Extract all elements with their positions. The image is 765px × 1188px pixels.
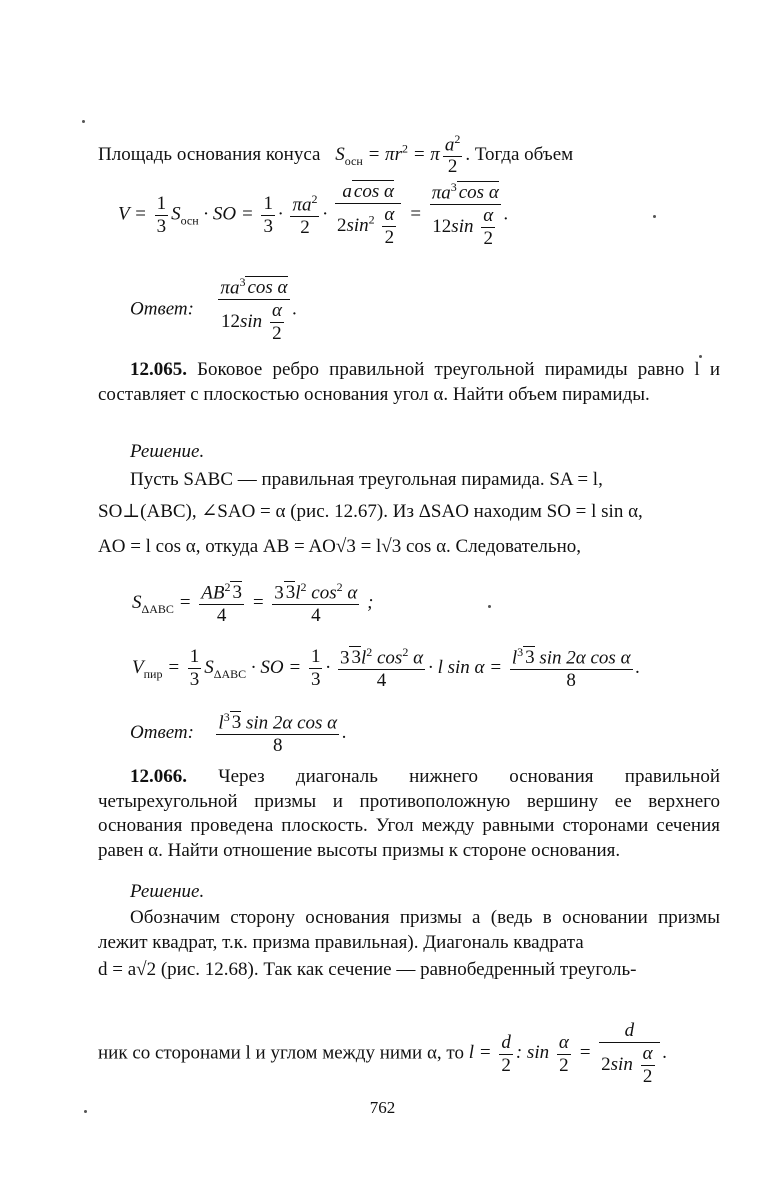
scan-speck xyxy=(84,1110,87,1113)
solution-066-line-2: d = a√2 (рис. 12.68). Так как сечение — равнобедренный треуголь- xyxy=(98,959,637,980)
answer-1: Ответ: $\pi a^3$ cos α 12sin $\frac{\alpha}{2}$ . xyxy=(130,275,298,345)
page-number: 762 xyxy=(369,1098,396,1117)
solution-065-line-1: Пусть SABC — правильная треугольная пирамида. SA = l, xyxy=(130,469,603,490)
formula-volume-pyramid: $V_{пир}$ = $\frac{1}{3}$ $S_{\Delta ABC}$ · SO = $\frac{1}{3}$ · $\frac{3 3l^2 \cos^2 \alpha}{4}$ · l sin α = $\frac{l^3 3 \sin 2\alpha \cos \alpha}{8}$ . xyxy=(132,645,641,692)
problem-066-number: 12.066. xyxy=(130,766,187,787)
solution-066-line-1: Обозначим сторону основания призмы a (ведь в основании призмы лежит квадрат, т.к. призма правильная). Диагональ квадрата xyxy=(98,907,720,953)
solution-065-line-3: AO = l cos α, откуда AB = AO√3 = l√3 cos α. Следовательно, xyxy=(98,536,581,557)
answer-label: Ответ: xyxy=(130,722,194,744)
formula-volume-cone: V = $\frac{1}{3}$ $S_{осн}$ · SO = $\frac{1}{3}$ · $\frac{\pi a^2}{2}$ · a cos α $2\sin^2$ $\frac{\alpha}{2}$ = $\pi a^3$ cos α 12sin $\frac{\alpha}{2}$ . xyxy=(118,180,509,250)
problem-12-066 xyxy=(98,765,720,864)
scan-speck xyxy=(82,120,85,123)
solution-066-line-3: ник со сторонами l и углом между ними α, то l = $\frac{d}{2}$ : sin $\frac{\alpha}{2}$ = d 2sin $\frac{\alpha}{2}$ . xyxy=(98,1020,668,1087)
solution-label-065: Решение. xyxy=(130,441,205,462)
formula-s-base: $S_{осн} = \pi r^2 = \pi$ $\frac{a^2}{2}$ xyxy=(335,132,461,178)
problem-065-number: 12.065. xyxy=(130,359,187,380)
answer-label: Ответ: xyxy=(130,298,194,320)
cone-base-label: Площадь основания конуса xyxy=(98,143,321,165)
scan-speck xyxy=(488,605,491,608)
problem-065-text: Боковое ребро правильной треугольной пирамиды равно l и составляет с плоскостью основания угол α. Найти объем пирамиды. xyxy=(98,359,721,405)
problem-066-text: Через диагональ нижнего основания правильной четырехугольной призмы и противоположную вершину ее верхнего основания проведена плоскость. Угол между равными сторонами сечения равен α. Найти отношение высоты призмы к стороне основания. xyxy=(98,766,720,862)
scan-speck xyxy=(699,355,702,358)
then-volume-label: . Тогда объем xyxy=(465,143,574,165)
solution-label-066: Решение. xyxy=(130,881,205,902)
formula-s-abc: $S_{\Delta ABC}$ = $\frac{AB^2 3}{4}$ = $\frac{3 3l^2 \cos^2 \alpha}{4}$ ; xyxy=(132,580,374,627)
scan-speck xyxy=(653,215,656,218)
problem-12-065 xyxy=(98,358,720,407)
answer-2: Ответ: $\frac{l^3 3 \sin 2\alpha \cos \alpha}{8}$ . xyxy=(130,710,347,757)
solution-065-line-2: SO⊥(ABC), ∠SAO = α (рис. 12.67). Из ΔSAO находим SO = l sin α, xyxy=(98,501,643,522)
solution-066-text: ник со сторонами l и углом между ними α, то xyxy=(98,1042,464,1064)
text-line-cone-base xyxy=(98,133,573,178)
